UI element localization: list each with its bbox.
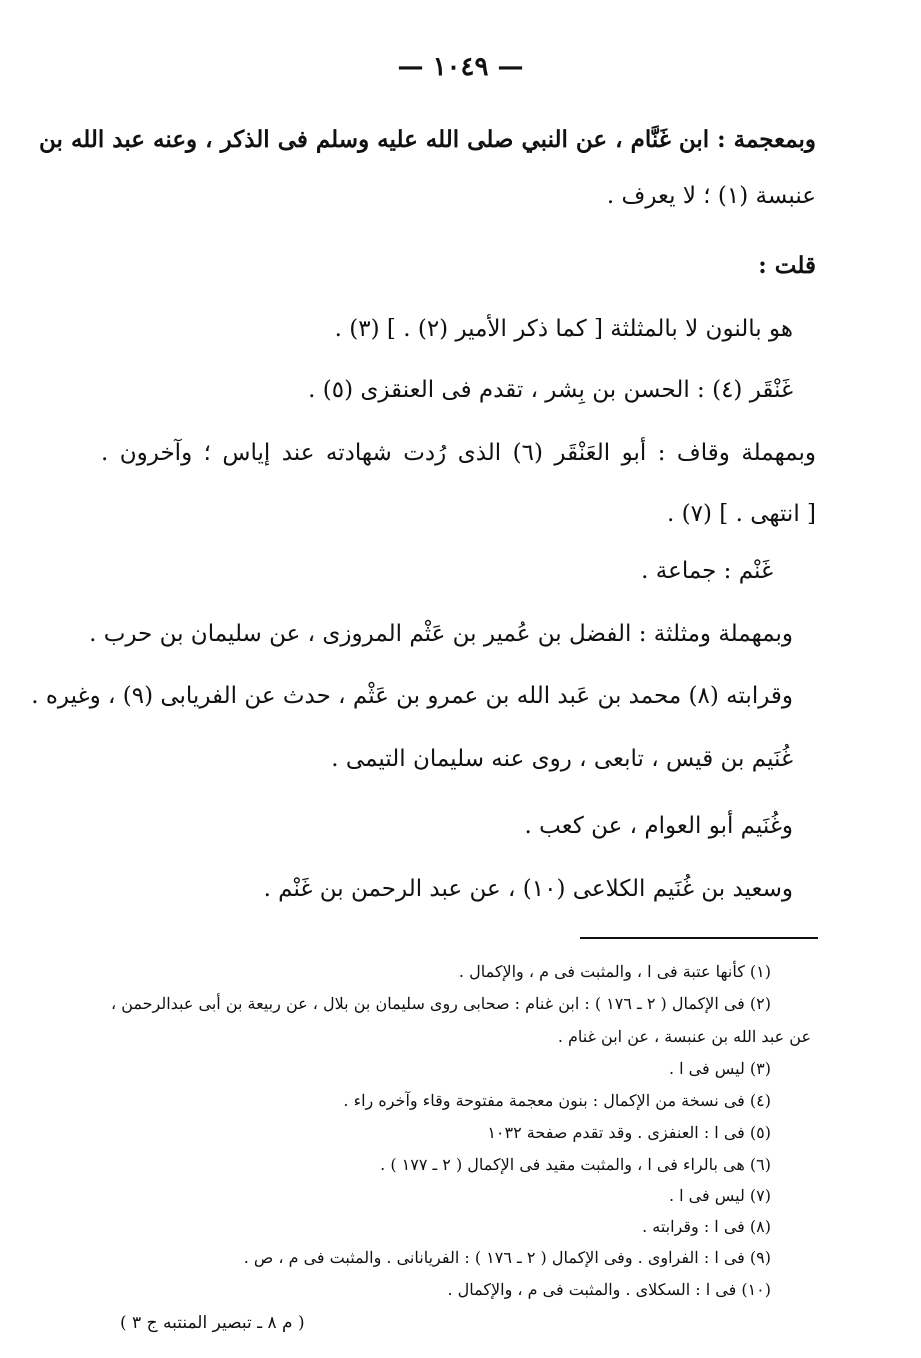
footnote: (٣) ليس فى ا . xyxy=(668,1059,771,1078)
body-line: وغُنَيم أبو العوام ، عن كعب . xyxy=(524,813,793,839)
body-line: وبمعجمة : ابن غَنَّام ، عن النبي صلى الله عليه وسلم فى الذكر ، وعنه عبد الله بن xyxy=(39,126,816,153)
footnote-divider xyxy=(580,937,818,939)
footnote: (٩) فى ا : الفراوى . وفى الإكمال ( ٢ ـ ١٧٦ ) : الفريانانى . والمثبت فى م ، ص . xyxy=(243,1248,771,1267)
page-number: — ١٠٤٩ — xyxy=(397,52,524,82)
footnote: (٥) فى ا : العنفزى . وقد تقدم صفحة ١٠٣٢ xyxy=(487,1123,771,1142)
footnote: (٢) فى الإكمال ( ٢ ـ ١٧٦ ) : ابن غنام : صحابى روى سليمان بن بلال ، عن ربيعة بن أبى عبدالرحمن ، xyxy=(110,994,771,1013)
body-line: وسعيد بن غُنَيم الكلاعى (١٠) ، عن عبد الرحمن بن غَنْم . xyxy=(263,876,793,902)
body-line: [ انتهى . ] (٧) . xyxy=(667,501,816,527)
footnote-continuation: عن عبد الله بن عنبسة ، عن ابن غنام . xyxy=(557,1027,811,1046)
signature-mark: ( م ٨ ـ تبصير المنتبه ج ٣ ) xyxy=(120,1313,305,1333)
body-line: وبمهملة ومثلثة : الفضل بن عُمير بن عَثْم المروزى ، عن سليمان بن حرب . xyxy=(89,621,793,647)
footnote: (٧) ليس فى ا . xyxy=(668,1186,771,1205)
body-line: وقرابته (٨) محمد بن عَبد الله بن عمرو بن عَثْم ، حدث عن الفريابى (٩) ، وغيره . xyxy=(31,683,793,709)
body-line: هو بالنون لا بالمثلثة [ كما ذكر الأمير (٢) . ] (٣) . xyxy=(334,316,793,342)
body-line: قلت : xyxy=(758,252,816,279)
footnote: (١٠) فى ا : السكلاى . والمثبت فى م ، والإكمال . xyxy=(447,1280,771,1299)
body-line: غَنْم : جماعة . xyxy=(641,558,773,584)
body-line: عنبسة (١) ؛ لا يعرف . xyxy=(606,183,816,209)
footnote: (٨) فى ا : وقرابته . xyxy=(642,1217,771,1236)
footnote: (٦) هى بالراء فى ا ، والمثبت مقيد فى الإكمال ( ٢ ـ ١٧٧ ) . xyxy=(380,1155,771,1174)
body-line: غُنَيم بن قيس ، تابعى ، روى عنه سليمان التيمى . xyxy=(331,746,793,772)
footnote: (١) كأنها عتبة فى ا ، والمثبت فى م ، والإكمال . xyxy=(458,962,771,981)
footnote: (٤) فى نسخة من الإكمال : بنون معجمة مفتوحة وقاء وآخره راء . xyxy=(343,1091,771,1110)
body-line: غَنْقَر (٤) : الحسن بن بِشر ، تقدم فى العنقزى (٥) . xyxy=(308,377,793,403)
body-line: وبمهملة وقاف : أبو العَنْقَر (٦) الذى رُدت شهادته عند إياس ؛ وآخرون . xyxy=(101,440,816,466)
